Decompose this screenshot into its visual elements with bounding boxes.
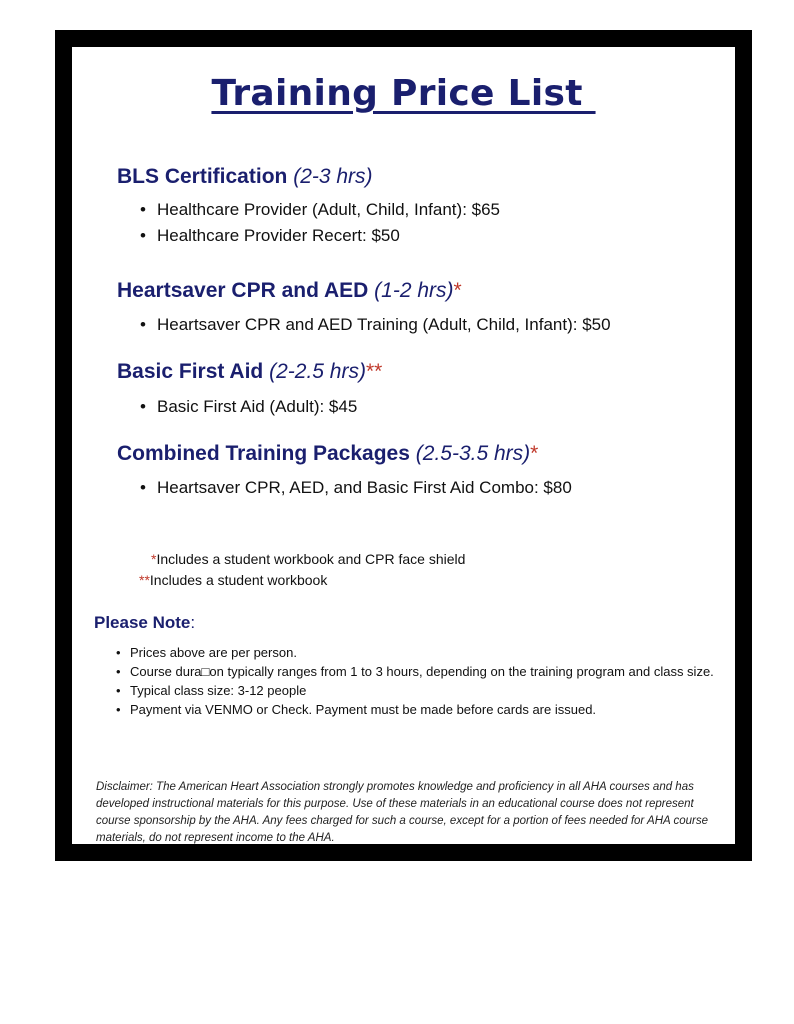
list-item [117,197,715,223]
page-border [55,30,752,861]
section-bls [117,165,715,249]
footnote-mark: * [151,551,157,567]
bullet: • [140,226,146,245]
bullet: • [140,478,146,497]
list-item-text: Heartsaver CPR, AED, and Basic First Aid Combo: $80 [157,478,572,497]
footnote-mark: ** [139,572,150,588]
section-items [117,197,715,249]
section-hours: (2.5-3.5 hrs) [415,442,531,465]
section-heading [117,360,715,384]
list-item [117,312,715,338]
please-note-heading-text: Please Note [94,613,191,632]
list-item [117,394,715,420]
bullet: • [116,664,121,679]
page-title [72,73,735,114]
please-note [94,613,715,719]
section-first-aid [117,360,715,420]
footnote-text: Includes a student workbook and CPR face shield [156,551,466,567]
list-item-text: Typical class size: 3-12 people [130,683,307,698]
section-heading [117,165,715,189]
page-title-text: Training Price List [211,73,596,114]
list-item [94,662,715,681]
please-note-list [94,643,715,719]
list-item-text: Basic First Aid (Adult): $45 [157,397,358,416]
list-item [117,223,715,249]
list-item-text: Course dura□on typically ranges from 1 to 3 hours, depending on the training program and class size. [130,664,714,679]
section-heading [117,279,715,303]
please-note-heading [94,613,715,633]
section-mark: * [530,442,539,465]
list-item-text: Prices above are per person. [130,645,297,660]
bullet: • [140,200,146,219]
list-item-text: Healthcare Provider (Adult, Child, Infant): $65 [157,200,501,219]
section-name: Combined Training Packages [117,442,410,465]
section-items [117,475,715,501]
bullet: • [116,702,121,717]
section-mark: ** [365,360,383,383]
section-hours: (2-3 hrs) [293,165,373,188]
list-item [117,475,715,501]
list-item [94,681,715,700]
section-combined [117,442,715,501]
section-name: Heartsaver CPR and AED [117,279,369,302]
bullet: • [116,645,121,660]
bullet: • [140,315,146,334]
footnote-text: Includes a student workbook [149,572,328,588]
section-hours: (2-2.5 hrs) [269,360,366,383]
footnote [139,570,327,591]
section-items [117,394,715,420]
disclaimer: Disclaimer: The American Heart Association strongly promotes knowledge and proficiency in all AHA courses and has developed instructional materials for this purpose. Use of these materials in an educational course does not represent course sponsorship by the AHA. Any fees charged for such a course, except for a portion of fees needed for AHA course materials, do not represent income to the AHA. [96,781,708,844]
section-hours: (1-2 hrs) [374,279,454,302]
section-mark: * [453,279,462,302]
list-item [94,700,715,719]
bullet: • [140,397,146,416]
price-list-panel [72,47,735,844]
please-note-colon: : [190,613,196,632]
footnote [139,549,465,570]
section-heartsaver [117,279,715,338]
list-item-text: Heartsaver CPR and AED Training (Adult, Child, Infant): $50 [157,315,611,334]
list-item-text: Payment via VENMO or Check. Payment must be made before cards are issued. [130,702,597,717]
section-name: BLS Certification [117,165,288,188]
bullet: • [116,683,121,698]
section-name: Basic First Aid [117,360,264,383]
section-heading [117,442,715,466]
list-item [94,643,715,662]
list-item-text: Healthcare Provider Recert: $50 [157,226,400,245]
section-items [117,312,715,338]
